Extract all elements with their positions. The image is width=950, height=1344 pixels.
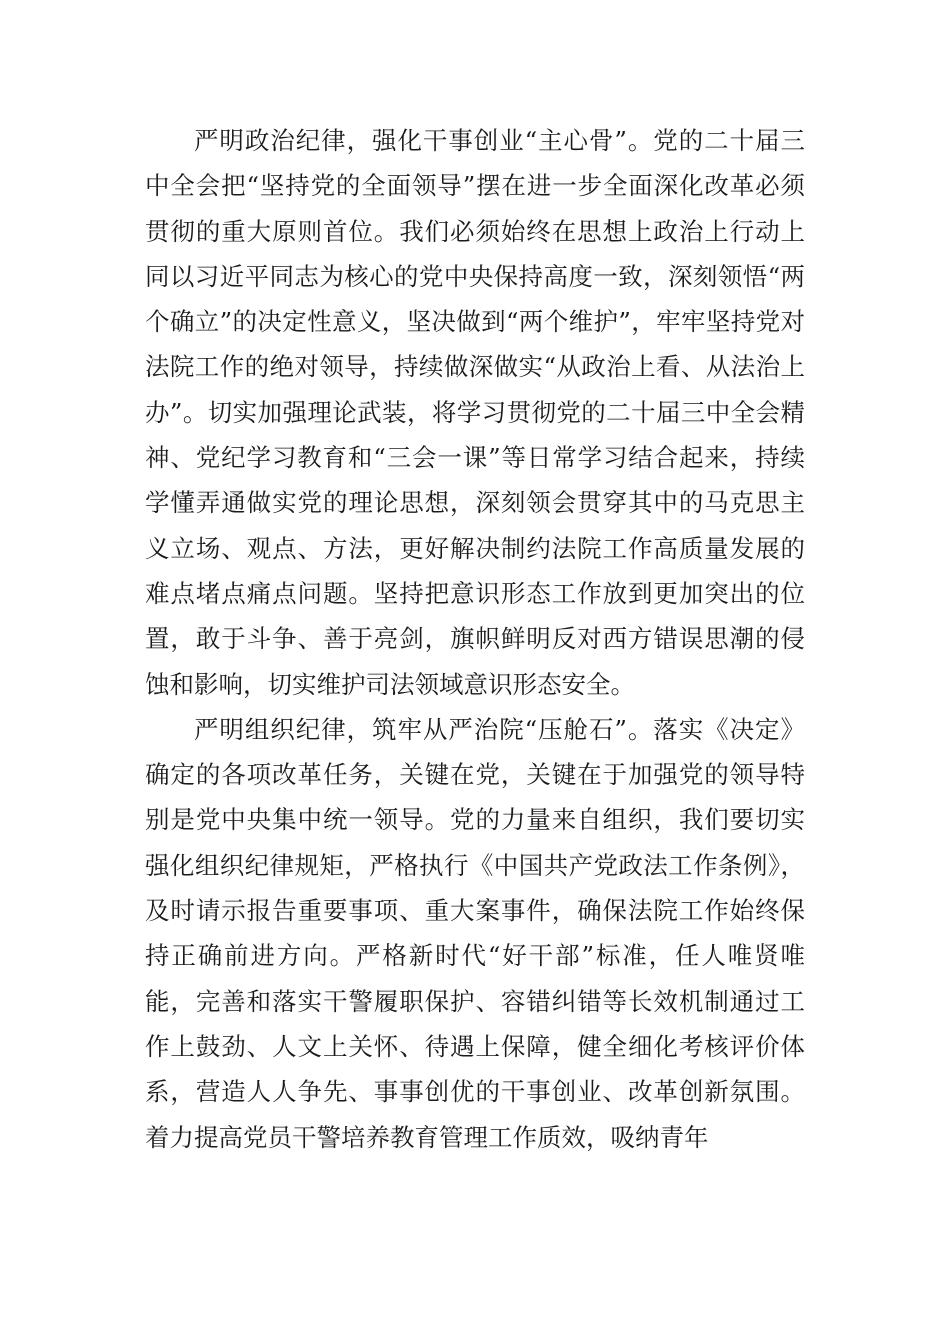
paragraph-organizational-discipline: 严明组织纪律，筑牢从严治院“压舱石”。落实《决定》确定的各项改革任务，关键在党，关键在于加强党的领导特别是党中央集中统一领导。党的力量来自组织，我们要切实强化组织纪律规矩，严格执行《中国共产党政法工作条例》，及时请示报告重要事项、重大案事件，确保法院工作始终保持正确前进方向。严格新时代“好干部”标准，任人唯贤唯能，完善和落实干警履职保护、容错纠错等长效机制通过工作上鼓劲、人文上关怀、待遇上保障，健全细化考核评价体系，营造人人争先、事事创优的干事创业、改革创新氛围。着力提高党员干警培养教育管理工作质效，吸纳青年 [145,714,805,1152]
document-body [145,118,805,1160]
paragraph-political-discipline: 严明政治纪律，强化干事创业“主心骨”。党的二十届三中全会把“坚持党的全面领导”摆在进一步全面深化改革必须贯彻的重大原则首位。我们必须始终在思想上政治上行动上同以习近平同志为核心的党中央保持高度一致，深刻领悟“两个确立”的决定性意义，坚决做到“两个维护”，牢牢坚持党对法院工作的绝对领导，持续做深做实“从政治上看、从法治上办”。切实加强理论武装，将学习贯彻党的二十届三中全会精神、党纪学习教育和“三会一课”等日常学习结合起来，持续学懂弄通做实党的理论思想，深刻领会贯穿其中的马克思主义立场、观点、方法，更好解决制约法院工作高质量发展的难点堵点痛点问题。坚持把意识形态工作放到更加突出的位置，敢于斗争、善于亮剑，旗帜鲜明反对西方错误思潮的侵蚀和影响，切实维护司法领域意识形态安全。 [145,126,805,699]
